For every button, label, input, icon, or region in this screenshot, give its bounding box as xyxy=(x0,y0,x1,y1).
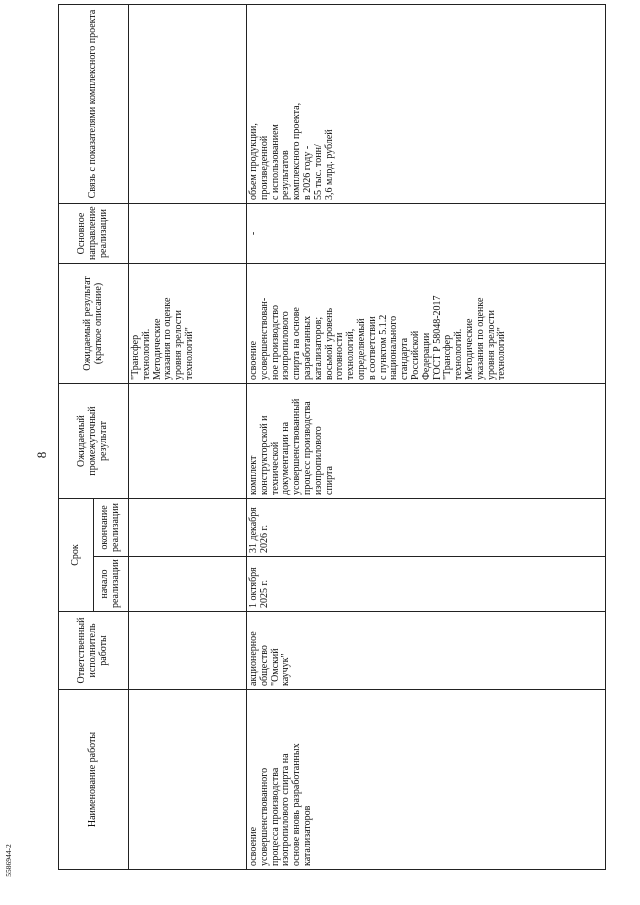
cell-term-end: 31 декабря 2026 г. xyxy=(247,499,606,557)
rotated-table-container xyxy=(58,5,606,870)
header-term-start: начало реализации xyxy=(94,557,129,612)
cell-expected: освоение усовершенствован- ное производство изопропилового спирта на основе разработанных катализаторов; восьмой уровень готовности технологий, определяемый в соответствии с пунктом 5.1.2 национального стандарта Российской Федерации ГОСТ Р 58048-2017 "Трансфер технологий. Методические указания по оценке уровня зрелости технологий" xyxy=(247,264,606,384)
header-name: Наименование работы xyxy=(59,690,129,870)
header-link: Связь с показателями комплексного проекта xyxy=(59,5,129,204)
cell-link: объем продукции, произведенной с использованием результатов комплексного проекта, в 2026 году - 55 тыс. тонн/ 3,6 млрд. рублей xyxy=(247,5,606,204)
work-plan-table xyxy=(58,4,606,870)
cell-empty xyxy=(129,5,247,204)
cell-executor: акционерное общество "Омский каучук" xyxy=(247,612,606,690)
page-number: 8 xyxy=(34,451,49,459)
cell-intermediate: комплект конструкторской и технической документации на усовершенствованный процесс производства изопропилового спирта xyxy=(247,384,606,499)
cell-empty xyxy=(129,690,247,870)
header-direction: Основное направление реализации xyxy=(59,204,129,264)
cell-empty xyxy=(129,204,247,264)
header-term-end: окончание реализации xyxy=(94,499,129,557)
header-intermediate: Ожидаемый промежуточный результат xyxy=(59,384,129,499)
document-code: 5586944-2 xyxy=(3,844,13,877)
header-expected: Ожидаемый результат (краткое описание) xyxy=(59,264,129,384)
table-row-carryover xyxy=(129,5,247,870)
cell-direction: - xyxy=(247,204,606,264)
cell-name: освоение усовершенствованного процесса производства изопропилового спирта на основе вновь разработанных катализаторов xyxy=(247,690,606,870)
cell-empty xyxy=(129,499,247,557)
cell-empty xyxy=(129,384,247,499)
cell-term-start: 1 октября 2025 г. xyxy=(247,557,606,612)
cell-expected-carryover: "Трансфер технологий. Методические указания по оценке уровня зрелости технологий" xyxy=(129,264,247,384)
cell-empty xyxy=(129,612,247,690)
table-row xyxy=(247,5,606,870)
cell-empty xyxy=(129,557,247,612)
header-term: Срок xyxy=(59,499,94,612)
header-executor: Ответственный исполнитель работы xyxy=(59,612,129,690)
